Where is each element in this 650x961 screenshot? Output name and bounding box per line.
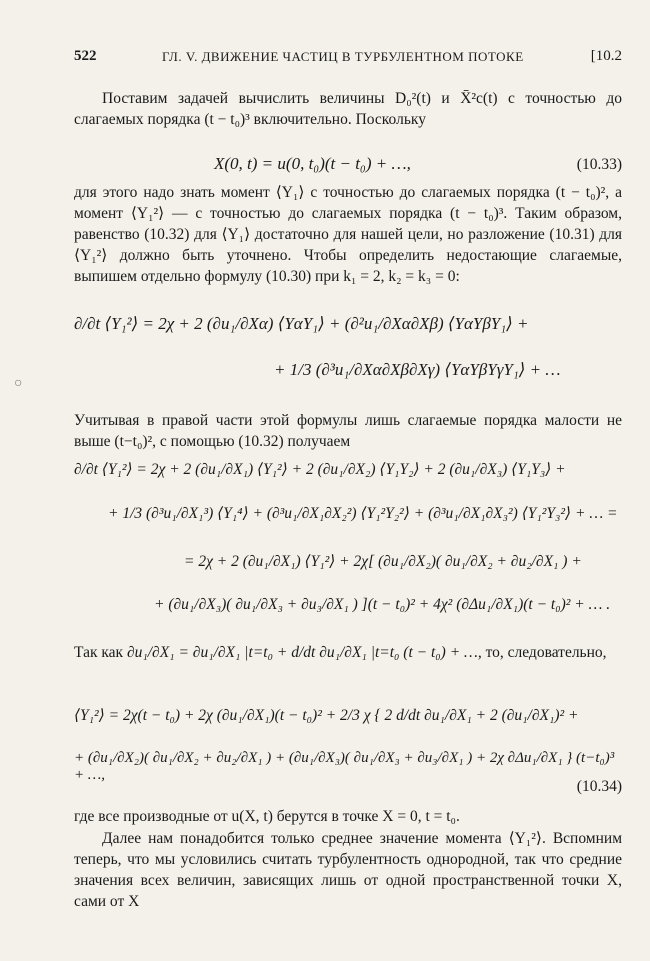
equation-a-line1: ∂/∂t ⟨Y₁²⟩ = 2χ + 2 (∂u₁/∂Xα) ⟨YαY₁⟩ + (∂²u₁/∂Xα∂Xβ) ⟨YαYβY₁⟩ + xyxy=(74,314,529,333)
equation-b-line2-row xyxy=(74,500,622,530)
equation-10-33 xyxy=(74,150,622,184)
paragraph-2: для этого надо знать момент ⟨Y₁⟩ с точностью до слагаемых порядка (t − t₀)², а момент ⟨Y₁²⟩ — с точностью до слагаемых порядка (t − t₀)³. Таким образом, равенство (10.32) для ⟨Y₁⟩ достаточно для нашей цели, но разложение (10.31) для ⟨Y₁²⟩ должно быть уточнено. Чтобы определить недостающие слагаемые, выпишем отдельно формулу (10.30) при k₁ = 2, k₂ = k₃ = 0: xyxy=(74,184,622,285)
equation-b-line1: ∂/∂t ⟨Y₁²⟩ = 2χ + 2 (∂u₁/∂X₁) ⟨Y₁²⟩ + 2 (∂u₁/∂X₂) ⟨Y₁Y₂⟩ + 2 (∂u₁/∂X₃) ⟨Y₁Y₃⟩ + xyxy=(74,461,566,478)
equation-b-line3-row xyxy=(74,548,622,578)
equation-10-34-tag: (10.34) xyxy=(576,778,622,795)
paragraph-3: Учитывая в правой части этой формулы лишь слагаемые порядка малости не выше (t−t₀)², с помощью (10.32) получаем xyxy=(74,412,622,450)
equation-b-line1-row xyxy=(74,456,622,486)
equation-b-line4: + (∂u₁/∂X₃)( ∂u₁/∂X₃ + ∂u₃/∂X₁ ) ](t − t₀)² + 4χ² (∂Δu₁/∂X₁)(t − t₀)² + … . xyxy=(154,596,611,613)
equation-10-34-line1-row xyxy=(74,702,622,732)
equation-10-33-tag: (10.33) xyxy=(576,156,622,173)
page-number: 522 xyxy=(74,48,97,64)
paragraph-4-formula: ∂u₁/∂X₁ = ∂u₁/∂X₁ |t=t₀ + d/dt ∂u₁/∂X₁ |t=t₀ (t − t₀) + …, xyxy=(126,644,482,661)
running-title: ГЛ. V. ДВИЖЕНИЕ ЧАСТИЦ В ТУРБУЛЕНТНОМ ПОТОКЕ xyxy=(162,49,524,64)
equation-10-34-line1: ⟨Y₁²⟩ = 2χ(t − t₀) + 2χ (∂u₁/∂X₁)(t − t₀)² + 2/3 χ { 2 d/dt ∂u₁/∂X₁ + 2 (∂u₁/∂X₁)² + xyxy=(74,707,579,724)
equation-moment-expansion-line1 xyxy=(74,310,622,340)
equation-b-line3: = 2χ + 2 (∂u₁/∂X₁) ⟨Y₁²⟩ + 2χ[ (∂u₁/∂X₂)( ∂u₁/∂X₂ + ∂u₂/∂X₁ ) + xyxy=(184,553,582,570)
equation-10-34-line2: + (∂u₁/∂X₂)( ∂u₁/∂X₂ + ∂u₂/∂X₁ ) + (∂u₁/∂X₃)( ∂u₁/∂X₃ + ∂u₃/∂X₁ ) + 2χ ∂Δu₁/∂X₁ } (t−t₀)³ + …, xyxy=(74,750,615,783)
equation-a-line2: + 1/3 (∂³u₁/∂Xα∂Xβ∂Xγ) ⟨YαYβYγY₁⟩ + … xyxy=(274,360,561,379)
running-header xyxy=(74,48,622,70)
section-number: [10.2 xyxy=(590,48,622,64)
equation-10-33-formula: X(0, t) = u(0, t₀)(t − t₀) + …, xyxy=(214,154,411,173)
equation-b-line4-row xyxy=(74,592,622,622)
equation-10-34-tag-row xyxy=(74,772,622,796)
paragraph-1: Поставим задачей вычислить величины D₀²(t) и X̄²c(t) с точностью до слагаемых порядка (t − t₀)³ включительно. Поскольку xyxy=(74,90,622,128)
equation-moment-expansion-line2 xyxy=(74,356,622,386)
paragraph-6: Далее нам понадобится только среднее значение момента ⟨Y₁²⟩. Вспомним теперь, что мы условились считать турбулентность однородной, так что средние значения всех величин, зависящих лишь от одной пространственной точки X, сами от X xyxy=(74,830,622,910)
paragraph-4 xyxy=(74,642,622,690)
equation-b-line2: + 1/3 (∂³u₁/∂X₁³) ⟨Y₁⁴⟩ + (∂³u₁/∂X₁∂X₂²) ⟨Y₁²Y₂²⟩ + (∂³u₁/∂X₁∂X₃²) ⟨Y₁²Y₃²⟩ + … = xyxy=(108,505,618,522)
paragraph-4-tail: то, следовательно, xyxy=(485,644,607,661)
paragraph-4-lead: Так как xyxy=(74,644,124,661)
margin-mark: ○ xyxy=(14,376,23,391)
paragraph-5: где все производные от u(X, t) берутся в точке X = 0, t = t₀. xyxy=(74,808,460,825)
